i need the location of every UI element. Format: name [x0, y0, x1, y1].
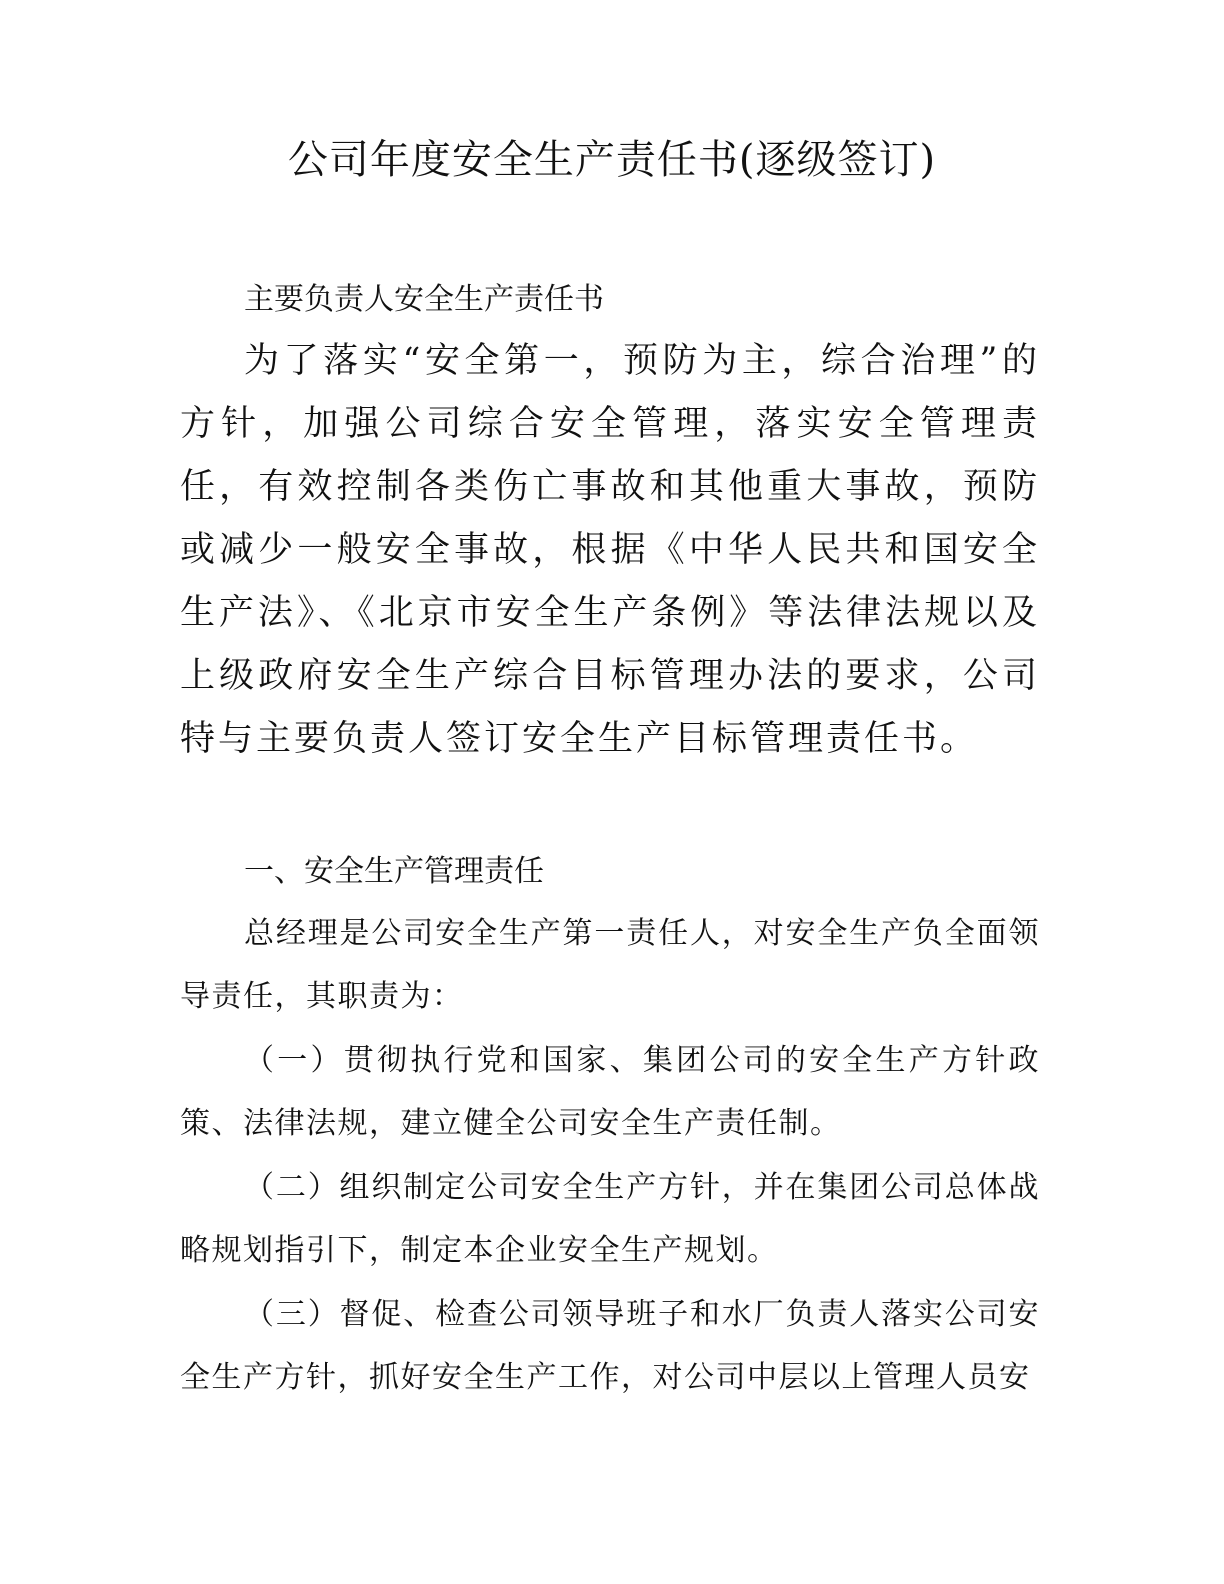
intro-paragraph: 为了落实“安全第一，预防为主，综合治理”的方针，加强公司综合安全管理，落实安全管理责任，有效控制各类伤亡事故和其他重大事故，预防或减少一般安全事故，根据《中华人民共和国安全生产法》、《北京市安全生产条例》等法律法规以及上级政府安全生产综合目标管理办法的要求，公司特与主要负责人签订安全生产目标管理责任书。 — [180, 341, 1040, 759]
responsibility-item-1: （一）贯彻执行党和国家、集团公司的安全生产方针政策、法律法规，建立健全公司安全生产责任制。 — [180, 1043, 1040, 1141]
document-title: 公司年度安全生产责任书(逐级签订) — [287, 137, 937, 183]
section-intro-paragraph: 总经理是公司安全生产第一责任人，对安全生产负全面领导责任，其职责为： — [180, 916, 1040, 1014]
subtitle: 主要负责人安全生产责任书 — [244, 282, 604, 317]
section-heading: 一、安全生产管理责任 — [244, 854, 544, 889]
responsibility-item-3: （三）督促、检查公司领导班子和水厂负责人落实公司安全生产方针，抓好安全生产工作，对公司中层以上管理人员安 — [180, 1297, 1040, 1395]
responsibility-item-2: （二）组织制定公司安全生产方针，并在集团公司总体战略规划指引下，制定本企业安全生产规划。 — [180, 1170, 1040, 1268]
